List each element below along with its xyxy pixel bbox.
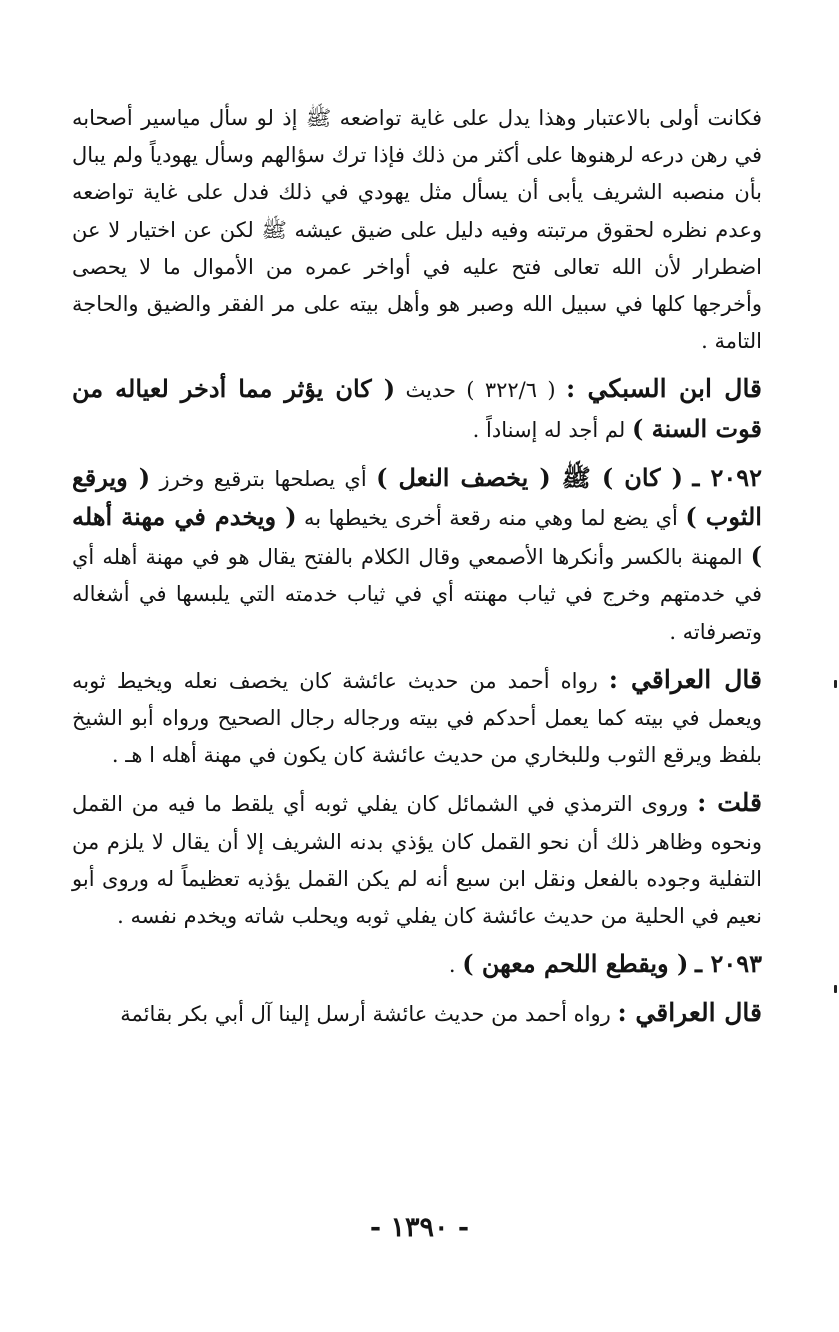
entry-number: ٢٠٩٣ ـ: [695, 949, 762, 979]
paragraph-text: وروى الترمذي في الشمائل كان يفلي ثوبه أي يلقط ما فيه من القمل ونحوه وظاهر ذلك أن نحو القمل كان يؤذي بدنه الشريف إلا أن يقال لا يلزم من التفلية وجوده بالفعل ونقل ابن سبع أنه لم يكن القمل يؤذيه تعظيماً له وروى أبو نعيم في الحلية من حديث عائشة كان يفلي ثوبه ويحلب شاته ويخدم نفسه .: [72, 792, 762, 929]
hadith-reference: ( ٣٢٢/٦ ) حديث: [405, 378, 556, 403]
explanation-text: أي يضع لما وهي منه رقعة أخرى يخيطها به: [304, 506, 678, 531]
iraqi-paragraph: [72, 661, 762, 775]
page-body: [72, 100, 762, 1034]
iraqi-paragraph-2: [72, 994, 762, 1033]
speaker-label: قال العراقي :: [608, 664, 762, 694]
scan-mark: [834, 680, 837, 688]
hadith-text: ( كان ) ﷺ ( يخصف النعل ): [376, 462, 683, 492]
paragraph-text: رواه أحمد من حديث عائشة أرسل إلينا آل أبي بكر بقائمة: [120, 1002, 611, 1027]
commentary-paragraph: [72, 100, 762, 360]
speaker-label: قال ابن السبكي :: [565, 374, 763, 404]
page-number: - ١٣٩٠ -: [369, 1212, 470, 1243]
author-note-paragraph: [72, 784, 762, 935]
hadith-text: ( ويرقع الثوب ): [72, 462, 762, 532]
speaker-label: قلت :: [697, 788, 762, 818]
paragraph-text: فكانت أولى بالاعتبار وهذا يدل على غاية تواضعه ﷺ إذ لو سأل مياسير أصحابه في رهن درعه لرهنوها على أكثر من ذلك فإذا ترك سؤالهم وسأل يهودياً ولم يبال بأن منصبه الشريف يأبى أن يسأل مثل يهودي في ذلك فدل على غاية تواضعه وعدم نظره لحقوق مرتبته وفيه دليل على ضيق عيشه ﷺ لكن عن اختيار لا عن اضطرار لأن الله تعالى فتح عليه في أواخر عمره من الأموال ما لا يحصى وأخرجها كلها في سبيل الله وصبر هو وأهل بيته على مر الفقر والضيق والحاجة التامة .: [72, 106, 763, 354]
hadith-text: ( ويخدم في مهنة أهله ): [72, 502, 762, 571]
explanation-text: أي يصلحها بترقيع وخرز: [159, 466, 367, 491]
hadith-text: ( ويقطع اللحم معهن ): [462, 949, 689, 979]
hadith-entry-2092: [72, 459, 762, 651]
speaker-label: قال العراقي :: [617, 998, 762, 1028]
paragraph-text: رواه أحمد من حديث عائشة كان يخصف نعله ويخيط ثوبه ويعمل في بيته كما يعمل أحدكم في بيته ورجاله رجال الصحيح ورواه أبو الشيخ بلفظ ويرقع الثوب وللبخاري من حديث عائشة كان يكون في مهنة أهله ا هـ .: [72, 668, 762, 768]
scan-mark: [834, 985, 837, 993]
entry-number: ٢٠٩٢ ـ: [692, 462, 762, 492]
explanation-text: المهنة بالكسر وأنكرها الأصمعي وقال الكلام بالفتح يقال هو في مهنة أهله أي في خدمتهم وخرج في ثياب مهنته أي في ثياب خدمته التي يلبسها في أشغاله وتصرفاته .: [72, 545, 762, 644]
paragraph-text: لم أجد له إسناداً .: [472, 417, 626, 442]
paragraph-end: .: [448, 953, 456, 978]
ibn-subki-paragraph: [72, 370, 762, 448]
hadith-entry-2093: [72, 945, 762, 984]
hadith-text: ( كان يؤثر مما أدخر لعياله من قوت السنة ): [72, 374, 762, 443]
